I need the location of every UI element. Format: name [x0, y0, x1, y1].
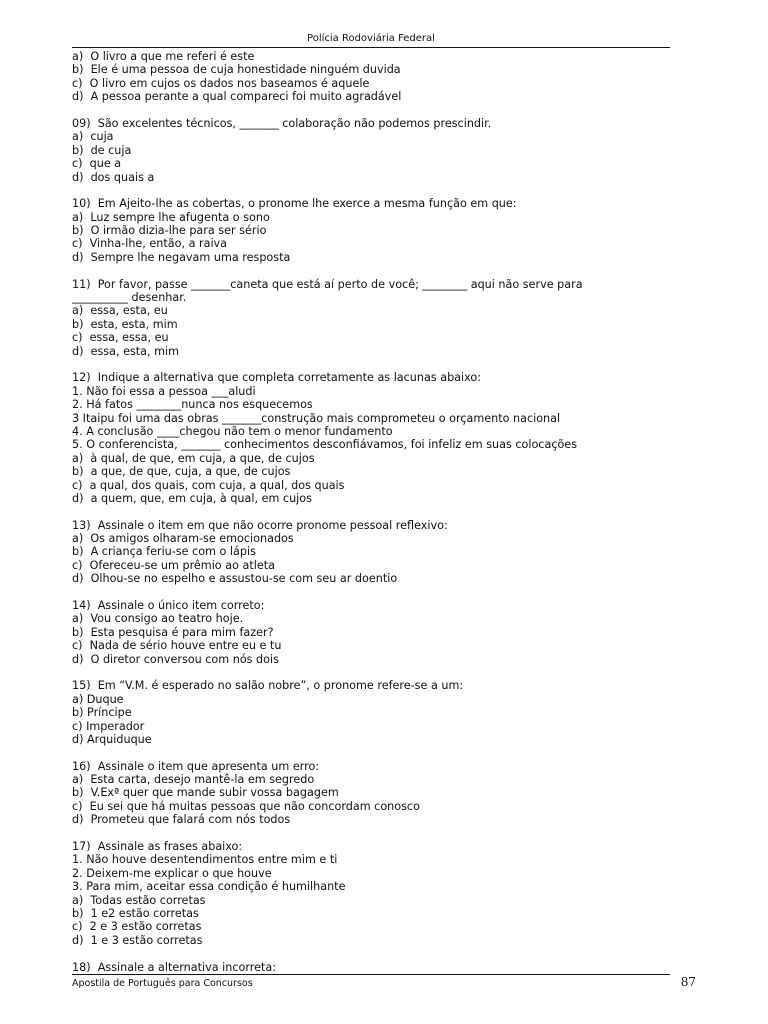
question-line: d) O diretor conversou com nós dois: [72, 652, 279, 666]
running-footer: Apostila de Português para Concursos: [72, 978, 253, 989]
question-line: c) Ofereceu-se um prêmio ao atleta: [72, 558, 275, 572]
question-line: b) Ele é uma pessoa de cuja honestidade ninguém duvida: [72, 63, 401, 77]
question-line: a) Todas estão corretas: [72, 893, 206, 907]
question-line: b) Príncipe: [72, 706, 132, 720]
question-continuation: [72, 50, 672, 104]
question-line: b) esta, esta, mim: [72, 317, 178, 331]
question-line: c) O livro em cujos os dados nos baseamos é aquele: [72, 76, 370, 90]
question-line: 2. Deixem-me explicar o que houve: [72, 866, 272, 880]
block-gap: [72, 947, 672, 960]
question-line: a) à qual, de que, em cuja, a que, de cujos: [72, 451, 315, 465]
question-line: c) Eu sei que há muitas pessoas que não concordam conosco: [72, 799, 420, 813]
question-line: b) 1 e2 estão corretas: [72, 907, 199, 920]
question-line: 1. Não foi essa a pessoa ___aludi: [72, 384, 256, 398]
question-line: b) A criança feriu-se com o lápis: [72, 545, 256, 559]
question-block: [72, 278, 672, 358]
question-line: c) que a: [72, 157, 122, 171]
question-line: 1. Não houve desentendimentos entre mim e ti: [72, 853, 338, 867]
question-prompt: 13) Assinale o item em que não ocorre pronome pessoal reflexivo:: [72, 518, 448, 532]
question-line: a) cuja: [72, 130, 114, 144]
question-line: b) V.Exª quer que mande subir vossa bagagem: [72, 786, 339, 800]
question-prompt: 11) Por favor, passe _______caneta que está aí perto de você; ________ aqui não serve para: [72, 277, 583, 291]
question-line: d) Sempre lhe negavam uma resposta: [72, 250, 291, 264]
question-line: a) Duque: [72, 692, 124, 706]
question-prompt: 10) Em Ajeito-lhe as cobertas, o pronome lhe exerce a mesma função em que:: [72, 197, 517, 211]
question-line: b) a que, de que, cuja, a que, de cujos: [72, 465, 291, 479]
block-gap: [72, 666, 672, 679]
question-line: 5. O conferencista, _______ conhecimentos desconfiávamos, foi infeliz em suas colocações: [72, 438, 578, 452]
question-block: [72, 519, 672, 586]
footer-rule: [72, 974, 670, 975]
question-line: d) a quem, que, em cuja, à qual, em cujos: [72, 491, 312, 505]
question-line: d) Prometeu que falará com nós todos: [72, 813, 291, 827]
question-line: 4. A conclusão ____chegou não tem o menor fundamento: [72, 424, 393, 438]
block-gap: [72, 184, 672, 197]
page-number: 87: [680, 975, 696, 989]
block-gap: [72, 746, 672, 759]
block-gap: [72, 827, 672, 840]
question-line: a) essa, esta, eu: [72, 304, 168, 318]
block-gap: [72, 505, 672, 518]
block-gap: [72, 586, 672, 599]
question-line: a) Esta carta, desejo mantê-la em segredo: [72, 773, 315, 787]
question-line: a) Luz sempre lhe afugenta o sono: [72, 210, 270, 224]
block-gap: [72, 104, 672, 117]
question-line: b) de cuja: [72, 143, 132, 157]
block-gap: [72, 358, 672, 371]
header-rule: [72, 47, 670, 48]
question-prompt: 14) Assinale o único item correto:: [72, 599, 265, 613]
question-line: d) Arquiduque: [72, 732, 152, 746]
question-line: d) Olhou-se no espelho e assustou-se com seu ar doentio: [72, 572, 398, 586]
question-line: c) 2 e 3 estão corretas: [72, 920, 202, 934]
page-body: [72, 50, 672, 974]
question-line: c) essa, essa, eu: [72, 331, 169, 345]
question-block: [72, 840, 672, 947]
question-prompt: 17) Assinale as frases abaixo:: [72, 840, 243, 854]
question-prompt: 12) Indique a alternativa que completa corretamente as lacunas abaixo:: [72, 371, 482, 385]
question-line: c) Imperador: [72, 719, 145, 733]
question-block: [72, 117, 672, 184]
question-line: d) dos quais a: [72, 170, 155, 184]
question-line: 2. Há fatos ________nunca nos esquecemos: [72, 398, 313, 412]
question-line: 3. Para mim, aceitar essa condição é humilhante: [72, 880, 346, 894]
question-line: a) O livro a que me referi é este: [72, 50, 255, 63]
running-header: Polícia Rodoviária Federal: [307, 33, 435, 44]
question-line: b) Esta pesquisa é para mim fazer?: [72, 625, 274, 639]
question-line: d) essa, esta, mim: [72, 344, 180, 358]
question-block: [72, 371, 672, 505]
question-line: 3 Itaipu foi uma das obras _______construção mais comprometeu o orçamento nacional: [72, 411, 561, 425]
question-line: a) Os amigos olharam-se emocionados: [72, 532, 294, 546]
question-line: a) Vou consigo ao teatro hoje.: [72, 612, 244, 626]
question-line: c) a qual, dos quais, com cuja, a qual, dos quais: [72, 478, 345, 492]
question-line: __________ desenhar.: [72, 291, 187, 305]
question-block: [72, 679, 672, 746]
question-line: c) Vinha-lhe, então, a raiva: [72, 237, 228, 251]
question-block: [72, 599, 672, 666]
question-prompt: 09) São excelentes técnicos, _______ colaboração não podemos prescindir.: [72, 116, 492, 130]
question-block: [72, 197, 672, 264]
question-line: d) 1 e 3 estão corretas: [72, 933, 203, 947]
question-line: d) A pessoa perante a qual compareci foi muito agradável: [72, 90, 402, 104]
question-block: [72, 961, 672, 974]
block-gap: [72, 264, 672, 277]
question-prompt: 15) Em “V.M. é esperado no salão nobre”, o pronome refere-se a um:: [72, 679, 464, 693]
question-line: c) Nada de sério houve entre eu e tu: [72, 639, 282, 653]
question-prompt: 16) Assinale o item que apresenta um erro:: [72, 759, 320, 773]
question-prompt: 18) Assinale a alternativa incorreta:: [72, 960, 276, 974]
question-line: b) O irmão dizia-lhe para ser sério: [72, 224, 267, 238]
question-block: [72, 760, 672, 827]
